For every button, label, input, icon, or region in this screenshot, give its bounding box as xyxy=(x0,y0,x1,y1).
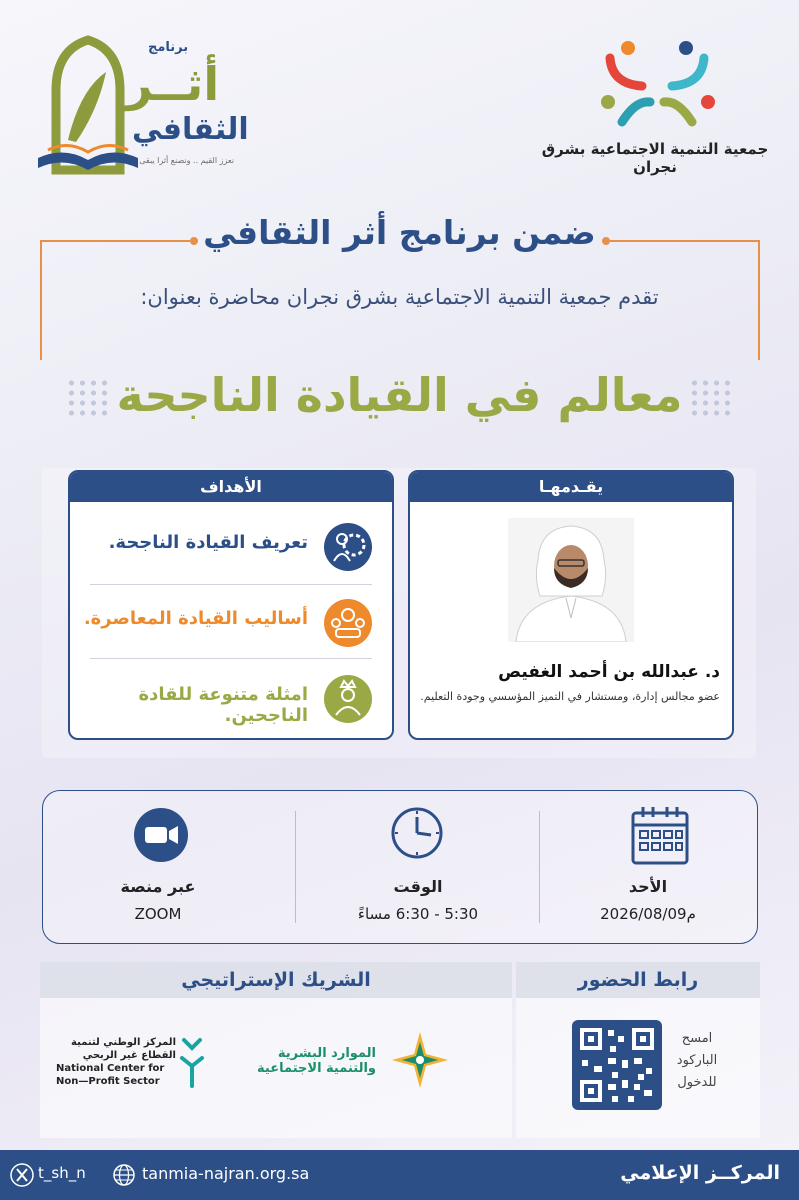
goal-text: تعريف القيادة الناجحة. xyxy=(108,532,308,553)
hr-ministry-line2: والتنمية الاجتماعية xyxy=(257,1061,376,1076)
program-tagline: نعزز القيم .. ونصنع أثرا يبقى xyxy=(139,156,234,165)
goal-item xyxy=(70,592,392,652)
program-prefix: برنامج xyxy=(148,40,189,55)
platform-value: ZOOM xyxy=(134,905,182,923)
platform-label: عبر منصة xyxy=(120,877,196,896)
website-link[interactable]: tanmia-najran.org.sa xyxy=(142,1164,310,1183)
calendar-icon xyxy=(627,803,693,869)
partner-title: الشريك الإستراتيجي xyxy=(181,969,371,991)
attendance-box xyxy=(516,998,760,1138)
intro-title: ضمن برنامج أثر الثقافي xyxy=(203,213,596,252)
attendance-header xyxy=(516,962,760,998)
program-sub: الثقافي xyxy=(132,112,249,147)
ncnp-en-line2: Non—Profit Sector xyxy=(56,1076,160,1087)
ncnp-ar-line2: القطاع غير الربحي xyxy=(82,1050,176,1061)
presenter-photo xyxy=(508,518,634,642)
goal-text: امثلة متنوعة للقادة الناجحين. xyxy=(138,684,308,726)
attendance-title: رابط الحضور xyxy=(577,969,699,991)
ncnp-logo xyxy=(56,1036,176,1088)
time-value: 5:30 - 6:30 مساءً xyxy=(357,905,479,923)
ncnp-en-line1: National Center for xyxy=(56,1063,165,1074)
scan-line: امسح xyxy=(681,1031,713,1046)
lecture-title: معالم في القيادة الناجحة xyxy=(116,368,683,422)
qr-code[interactable] xyxy=(572,1020,662,1110)
scan-instructions xyxy=(666,1028,728,1094)
social-handle[interactable]: t_sh_n xyxy=(38,1164,86,1182)
partner-header xyxy=(40,962,512,998)
event-details xyxy=(42,790,758,944)
date-label: الأحد xyxy=(628,877,668,896)
hr-ministry-line1: الموارد البشرية xyxy=(277,1046,376,1061)
zoom-camera-icon xyxy=(133,807,189,863)
crowned-leader-icon xyxy=(324,675,372,723)
association-name: جمعية التنمية الاجتماعية بشرق نجران xyxy=(541,140,769,176)
goal-item xyxy=(70,516,392,576)
media-center: المركــز الإعلامي xyxy=(620,1162,780,1184)
goal-item xyxy=(70,668,392,728)
time-label: الوقت xyxy=(393,877,443,896)
program-logo xyxy=(28,30,249,180)
presenter-bio: عضو مجالس إدارة، ومستشار في التميز المؤسسي وجودة التعليم. xyxy=(420,690,720,703)
scan-line: للدخول xyxy=(677,1075,717,1090)
footer xyxy=(0,1150,799,1200)
hr-ministry-star-icon xyxy=(388,1028,452,1092)
date-value: 2026/08/09م xyxy=(600,905,696,923)
clock-icon xyxy=(389,805,445,861)
presenter-name: د. عبدالله بن أحمد الغفيص xyxy=(498,662,720,682)
ncnp-mark-icon xyxy=(178,1036,208,1090)
globe-icon xyxy=(112,1163,136,1187)
leader-gear-icon xyxy=(324,523,372,571)
goal-text: أساليب القيادة المعاصرة. xyxy=(83,608,308,629)
ncnp-ar-line1: المركز الوطني لتنمية xyxy=(71,1037,176,1048)
people-circle-icon xyxy=(588,40,728,140)
hr-ministry-logo xyxy=(236,1046,376,1076)
partner-logos xyxy=(40,998,512,1138)
team-leader-icon xyxy=(324,599,372,647)
goals-header: الأهداف xyxy=(70,472,392,502)
presenter-header: يقـدمهـا xyxy=(410,472,732,502)
association-logo xyxy=(540,40,770,176)
x-logo-icon[interactable] xyxy=(10,1163,34,1187)
presenter-card xyxy=(408,470,734,740)
scan-line: الباركود xyxy=(676,1053,718,1068)
program-name: أثــر xyxy=(126,57,220,111)
intro-subtitle: تقدم جمعية التنمية الاجتماعية بشرق نجران محاضرة بعنوان: xyxy=(140,285,659,309)
goals-card xyxy=(68,470,394,740)
